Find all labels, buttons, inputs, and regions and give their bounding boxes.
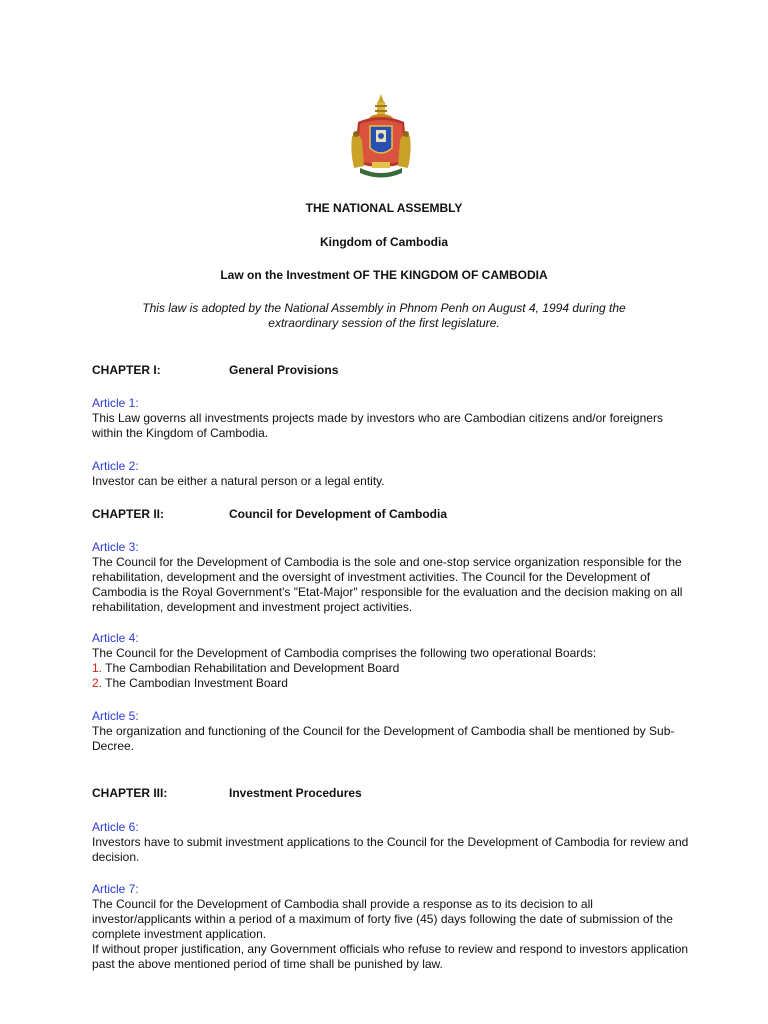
adoption-statement: This law is adopted by the National Assembly in Phnom Penh on August 4, 1994 during the extraordinary session of the first legislature. bbox=[142, 301, 626, 330]
article-text: The Council for the Development of Cambodia is the sole and one-stop service organization responsible for the rehabilitation, development and the oversight of investment activities. The Council for the Development of Cambodia is the Royal Government's "Etat-Major" responsible for the evaluation and the decision making on all rehabilitation, development and investment project activities. bbox=[92, 555, 683, 614]
chapter-title: Investment Procedures bbox=[229, 786, 362, 800]
coat-of-arms-icon bbox=[346, 92, 416, 182]
list-text: The Cambodian Investment Board bbox=[105, 676, 288, 690]
article-5 bbox=[92, 709, 692, 754]
article-2 bbox=[92, 459, 692, 489]
law-title: Law on the Investment OF THE KINGDOM OF CAMBODIA bbox=[220, 268, 548, 282]
chapter-title: General Provisions bbox=[229, 363, 339, 377]
kingdom-heading: Kingdom of Cambodia bbox=[320, 235, 448, 249]
article-text: Investors have to submit investment applications to the Council for the Development of Cambodia for review and decision. bbox=[92, 835, 689, 864]
article-text: The Council for the Development of Cambodia shall provide a response as to its decision to all investor/applicants within a period of a maximum of forty five (45) days following the date of submission of the complete investment application. bbox=[92, 897, 673, 941]
list-number: 2. bbox=[92, 676, 103, 690]
article-7 bbox=[92, 882, 692, 972]
chapter-3-heading bbox=[92, 786, 362, 801]
article-label: Article 1: bbox=[92, 396, 139, 410]
list-item bbox=[92, 676, 692, 691]
article-label: Article 7: bbox=[92, 882, 139, 896]
article-1 bbox=[92, 396, 692, 441]
article-3 bbox=[92, 540, 692, 615]
chapter-1-heading bbox=[92, 363, 338, 378]
article-label: Article 3: bbox=[92, 540, 139, 554]
assembly-heading: THE NATIONAL ASSEMBLY bbox=[305, 201, 463, 215]
article-label: Article 2: bbox=[92, 459, 139, 473]
article-6 bbox=[92, 820, 692, 865]
article-text: The Council for the Development of Cambodia comprises the following two operational Boards: bbox=[92, 646, 597, 660]
article-label: Article 5: bbox=[92, 709, 139, 723]
chapter-number: CHAPTER II: bbox=[92, 507, 164, 521]
article-label: Article 4: bbox=[92, 631, 139, 645]
chapter-number: CHAPTER III: bbox=[92, 786, 168, 800]
article-4 bbox=[92, 631, 692, 691]
chapter-title: Council for Development of Cambodia bbox=[229, 507, 448, 521]
article-text: If without proper justification, any Government officials who refuse to review and respond to investors application past the above mentioned period of time shall be punished by law. bbox=[92, 942, 689, 971]
article-label: Article 6: bbox=[92, 820, 139, 834]
list-text: The Cambodian Rehabilitation and Development Board bbox=[105, 661, 400, 675]
article-text: Investor can be either a natural person or a legal entity. bbox=[92, 474, 385, 488]
chapter-number: CHAPTER I: bbox=[92, 363, 161, 377]
chapter-2-heading bbox=[92, 507, 447, 522]
list-item bbox=[92, 661, 692, 676]
list-number: 1. bbox=[92, 661, 103, 675]
article-text: This Law governs all investments projects made by investors who are Cambodian citizens and/or foreigners within the Kingdom of Cambodia. bbox=[92, 411, 663, 440]
article-text: The organization and functioning of the Council for the Development of Cambodia shall be mentioned by Sub-Decree. bbox=[92, 724, 675, 753]
